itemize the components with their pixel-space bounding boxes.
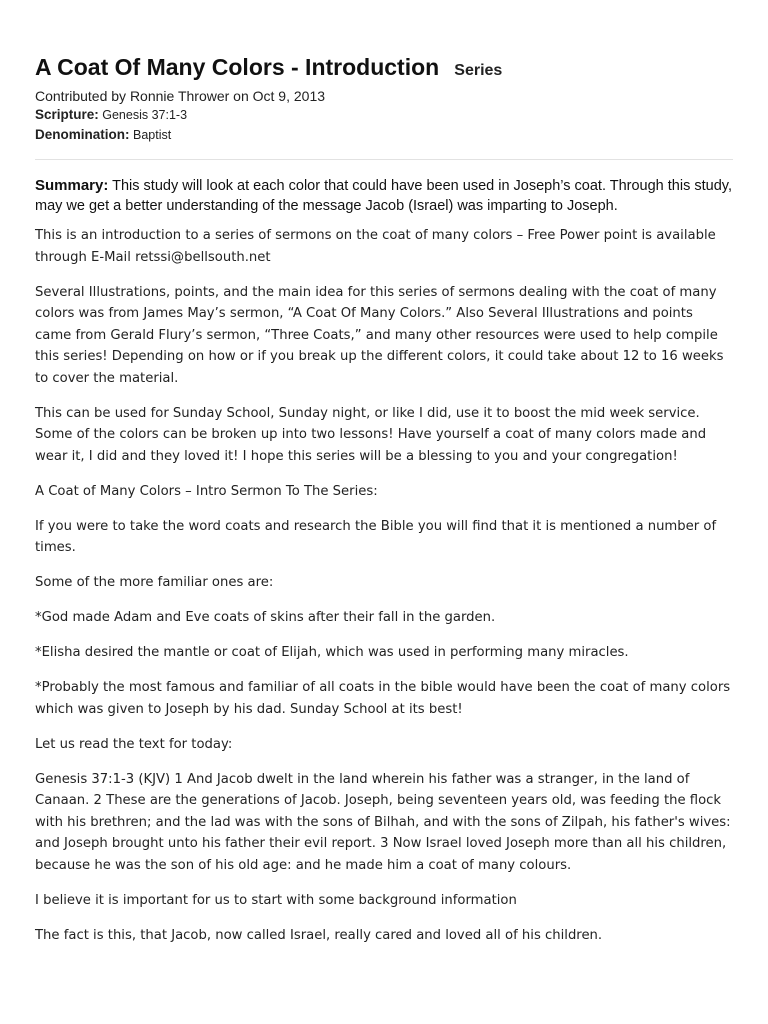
header-divider (35, 159, 733, 160)
body-paragraph: The fact is this, that Jacob, now called Israel, really cared and loved all of his children. (35, 927, 603, 943)
body-paragraph: Several Illustrations, points, and the main idea for this series of sermons dealing with the coat of many colors was from James May’s sermon, “A Coat Of Many Colors.” Also Several Illustrations and points came from Gerald Flury’s sermon, “Three Coats,” and many other resources were used to help compile this series! Depending on how or if you break up the different colors, it could take about 12 to 16 weeks to cover the material. (35, 284, 724, 386)
body-paragraph: *God made Adam and Eve coats of skins after their fall in the garden. (35, 610, 496, 625)
scripture-line (35, 105, 733, 125)
summary-text: This study will look at each color that could have been used in Joseph’s coat. Through this study, may we get a better understanding of the message Jacob (Israel) was imparting to Joseph. (35, 178, 732, 214)
sermon-body (35, 225, 733, 946)
page-title: A Coat Of Many Colors - Introduction (35, 54, 440, 80)
denomination-value: Baptist (132, 128, 172, 142)
body-paragraph: A Coat of Many Colors – Intro Sermon To The Series: (35, 483, 378, 499)
contributed-by: Contributed by Ronnie Thrower on Oct 9, 2013 (35, 88, 326, 104)
body-paragraph: I believe it is important for us to start with some background information (35, 892, 517, 908)
body-paragraph: This can be used for Sunday School, Sunday night, or like I did, use it to boost the mid week service. Some of the colors can be broken up into two lessons! Have yourself a coat of many colors made and wear it, I did and they loved it! I hope this series will be a blessing to you and your congregation! (35, 405, 707, 464)
summary-label: Summary: (35, 177, 109, 194)
body-paragraph: Let us read the text for today: (35, 736, 233, 752)
title-row (35, 0, 733, 81)
summary (35, 176, 733, 216)
scripture-label: Scripture: (35, 107, 99, 122)
series-link[interactable]: Series (454, 62, 503, 79)
denomination-label: Denomination: (35, 127, 130, 142)
denomination-line (35, 125, 733, 145)
scripture-value: Genesis 37:1-3 (102, 108, 188, 122)
body-paragraph: If you were to take the word coats and research the Bible you will find that it is mentioned a number of times. (35, 518, 717, 555)
body-paragraph: This is an introduction to a series of sermons on the coat of many colors – Free Power point is available through E-Mail retssi@bellsouth.net (35, 228, 716, 265)
body-paragraph: *Probably the most famous and familiar of all coats in the bible would have been the coat of many colors which was given to Joseph by his dad. Sunday School at its best! (35, 680, 731, 717)
body-paragraph: Genesis 37:1-3 (KJV) 1 And Jacob dwelt in the land wherein his father was a stranger, in the land of Canaan. 2 These are the generations of Jacob. Joseph, being seventeen years old, was feeding the flock with his brethren; and the lad was with the sons of Bilhah, and with the sons of Zilpah, his father's wives: and Joseph brought unto his father their evil report. 3 Now Israel loved Joseph more than all his children, because he was the son of his old age: and he made him a coat of many colours. (35, 771, 731, 873)
body-paragraph: Some of the more familiar ones are: (35, 575, 274, 590)
body-paragraph: *Elisha desired the mantle or coat of Elijah, which was used in performing many miracles. (35, 645, 629, 660)
